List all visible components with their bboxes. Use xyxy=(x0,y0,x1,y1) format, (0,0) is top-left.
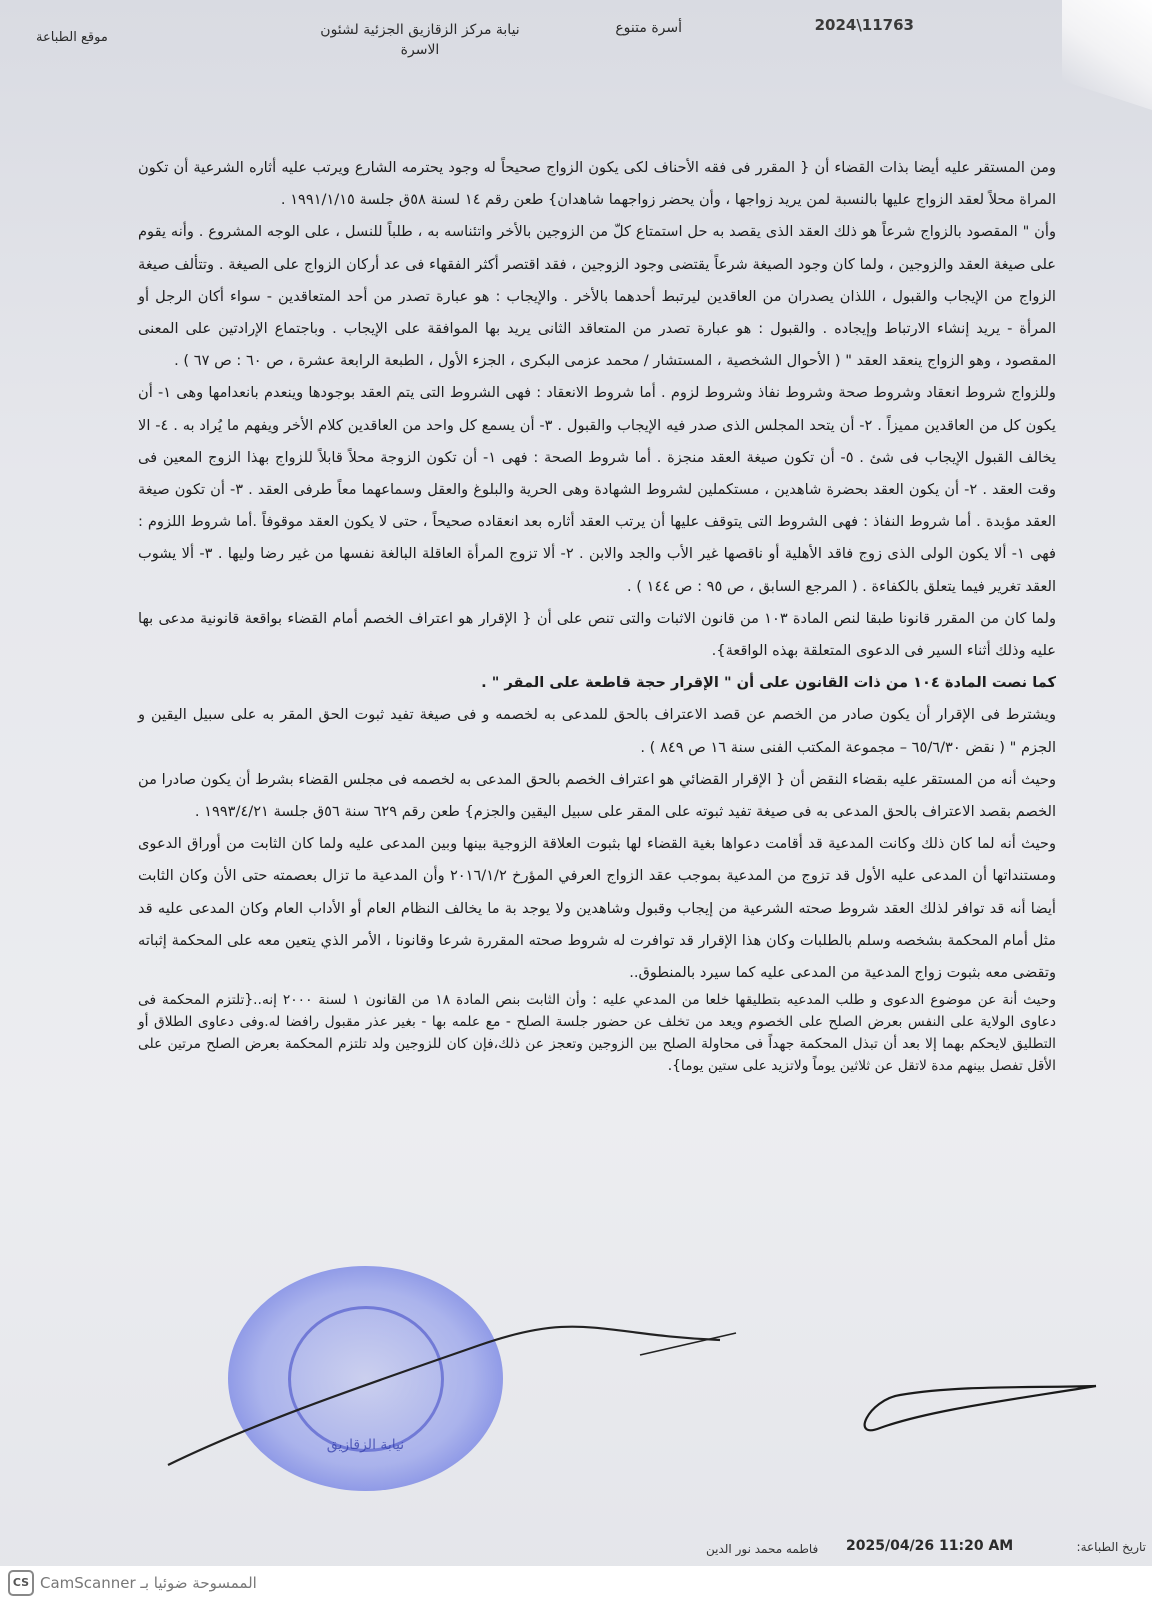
paragraph-8: وحيث أنه لما كان ذلك وكانت المدعية قد أقامت دعواها بغية القضاء لها بثبوت العلاقة الزوجية بينها وبين المدعى عليه ولما كان الثابت من أوراق الدعوى ومستنداتها أن المدعى عليه الأول قد تزوج من المدعية بموجب عقد الزواج العرفي المؤرخ ٢٠١٦/١/٢ وأن المدعية ما تزال بعصمته حتى الأن وكان الثابت أيضا أنه قد توافر لذلك العقد شروط صحته الشرعية من إيجاب وقبول وشاهدين ولا يوجد بة ما يخالف النظام العام أو الأداب العام وكان المدعى عليه قد مثل أمام المحكمة بشخصه وسلم بالطلبات وكان هذا الإقرار قد توافرت له شروط صحته المقررة شرعا وقانونا ، الأمر الذي يتعين معه على المحكمة إثباته وتقضى معه بثبوت زواج المدعية من المدعى عليه كما سيرد بالمنطوق.. xyxy=(138,835,1056,982)
paragraph-1: ومن المستقر عليه أيضا بذات القضاء أن { المقرر فى فقه الأحناف لكى يكون الزواج صحيحاً له وجود يحترمه الشارع ويرتب عليه أثاره الشرعية أن تكون المراة محلاً لعقد الزواج عليها بالنسبة لمن يريد زواجها ، وأن يحضر زواجهما شاهدان} طعن رقم ١٤ لسنة ٥٨ق جلسة ١٩٩١/١/١٥ . xyxy=(138,159,1056,209)
seal-text: نيابة الزقازيق xyxy=(326,1437,405,1453)
page-corner-fold xyxy=(1062,0,1152,110)
paragraph-4: ولما كان من المقرر قانونا طبقا لنص المادة ١٠٣ من قانون الاثبات والتى تنص على أن { الإقرار هو اعتراف الخصم أمام القضاء بواقعة قانونية مدعى بها عليه وذلك أثناء السير فى الدعوى المتعلقة بهذه الواقعة}. xyxy=(138,609,1056,660)
signature-right xyxy=(865,1386,1096,1430)
paragraph-3: وللزواج شروط انعقاد وشروط صحة وشروط نفاذ وشروط لزوم . أما شروط الانعقاد : فهى الشروط التى يتم العقد بوجودها وينعدم بانعدامها وهى ١- أن يكون كل من العاقدين مميزاً . ٢- أن يتحد المجلس الذى صدر فيه الإيجاب والقبول . ٣- أن يسمع كل واحد من العاقدين كلام الأخر ويفهم ما يُراد به . ٤- الا يخالف القبول الإيجاب فى شئ . ٥- أن تكون صيغة العقد منجزة . أما شروط الصحة : فهى ١- أن تكون الزوجة محلاً قابلاً للزواج بهذا الزوج المعين فى وقت العقد . ٢- أن يكون العقد بحضرة شاهدين ، مستكملين لشروط الشهادة وهى الحرية والبلوغ والعقل وسماعهما معاً طرفى العقد . ٣- أن تكون صيغة العقد مؤبدة . أما شروط النفاذ : فهى الشروط التى يتوقف عليها أن يرتب العقد أثاره بعد انعقاده صحيحاً ، حتى لا يكون العقد موقوفاً .أما شروط اللزوم : فهى ١- ألا يكون الولى الذى زوج فاقد الأهلية أو ناقصها غير الأب والجد والابن . ٢- ألا تزوج المرأة العاقلة البالغة نفسها من غير رضا وليها . ٣- ألا يشوب العقد تغرير فيما يتعلق بالكفاءة . ( المرجع السابق ، ص ٩٥ : ص ١٤٤ ) . xyxy=(138,384,1057,595)
office-line-1: نيابة مركز الزقازيق الجزئية لشئون xyxy=(320,22,520,38)
official-seal-stamp xyxy=(228,1266,503,1491)
printed-by-name: فاطمه محمد نور الدين xyxy=(706,1542,819,1556)
scanner-watermark-bar xyxy=(0,1566,1152,1600)
prosecution-office xyxy=(310,20,530,70)
paragraph-6: ويشترط فى الإقرار أن يكون صادر من الخصم عن قصد الاعتراف بالحق للمدعى به لخصمه و فى صيغة تفيد ثبوت الحق المقر به على سبيل اليقين و الجزم " ( نقض ٦٥/٦/٣٠ – مجموعة المكتب الفنى سنة ١٦ ص ٨٤٩ ) . xyxy=(138,706,1056,756)
print-date-label: تاريخ الطباعة: xyxy=(1076,1540,1146,1554)
paragraph-5: كما نصت المادة ١٠٤ من ذات القانون على أن " الإقرار حجة قاطعة على المقر " . xyxy=(481,674,1056,692)
office-line-2: الاسرة xyxy=(400,42,440,58)
paragraph-9: وحيث أنة عن موضوع الدعوى و طلب المدعيه بتطليقها خلعا من المدعي عليه : وأن الثابت بنص المادة ١٨ من القانون ١ لسنة ٢٠٠٠ إنه..{تلتزم المحكمة فى دعاوى الولاية على النفس بعرض الصلح على الخصوم ويعد من تخلف عن حضور جلسة الصلح - مع علمه بها - بغير عذر مقبول رافضا له.وفى دعاوى الطلاق أو التطليق لايحكم بهما إلا بعد أن تبذل المحكمة جهداً فى محاولة الصلح بين الزوجين وتعجز عن ذلك،فإن كان للزوجين ولد تلتزم المحكمة بعرض الصلح مرتين على الأقل تفصل بينهم مدة لاتقل عن ثلاثين يوماً ولاتزيد على ستين يوما}. xyxy=(138,992,1056,1075)
case-type: أسرة متنوع xyxy=(615,20,682,36)
camscanner-watermark-text: CamScanner الممسوحة ضوئيا بـ xyxy=(40,1574,257,1592)
camscanner-logo-icon: CS xyxy=(8,1570,34,1596)
paragraph-2: وأن " المقصود بالزواج شرعاً هو ذلك العقد الذى يقصد به حل استمتاع كلّ من الزوجين بالأخر واتئناسه به ، طلباً للنسل ، على الوجه المشروع . وأنه يقوم على صيغة العقد والزوجين ، ولما كان وجود الصيغة شرعاً يقتضى وجود الزوجين ، فقد اقتصر أكثر الفقهاء فى عد أركان الزواج على الصيغة . وتتألف صيغة الزواج من الإيجاب والقبول ، اللذان يصدران من العاقدين ليرتبط أحدهما بالأخر . والإيجاب : هو عبارة تصدر من أحد المتعاقدين - سواء أكان الرجل أو المرأة - يريد إنشاء الارتباط وإيجاده . والقبول : هو عبارة تصدر من المتعاقد الثانى يريد بها الموافقة على الإيجاب . وباجتماع الإرادتين على المعنى المقصود ، وهو الزواج ينعقد العقد " ( الأحوال الشخصية ، المستشار / محمد عزمى البكرى ، الجزء الأول ، الطبعة الرابعة عشرة ، ص ٦٠ : ص ٦٧ ) . xyxy=(138,223,1056,370)
seal-eagle-emblem xyxy=(288,1306,444,1452)
paragraph-7: وحيث أنه من المستقر عليه بقضاء النقض أن { الإقرار القضائي هو اعتراف الخصم بالحق المدعى به لخصمه فى مجلس القضاء بشرط أن يكون صادرا من الخصم بقصد الاعتراف بالحق المدعى به فى صيغة تفيد ثبوته على المقر على سبيل اليقين والجزم} طعن رقم ٦٢٩ سنة ٥٦ق جلسة ١٩٩٣/٤/٢١ . xyxy=(138,770,1056,821)
print-datetime: 2025/04/26 11:20 AM xyxy=(846,1538,1014,1554)
case-number: 2024\11763 xyxy=(814,16,914,34)
judgment-body xyxy=(138,152,1056,1077)
print-location-label: موقع الطباعة xyxy=(36,30,108,45)
signature-left-mark xyxy=(640,1333,736,1355)
